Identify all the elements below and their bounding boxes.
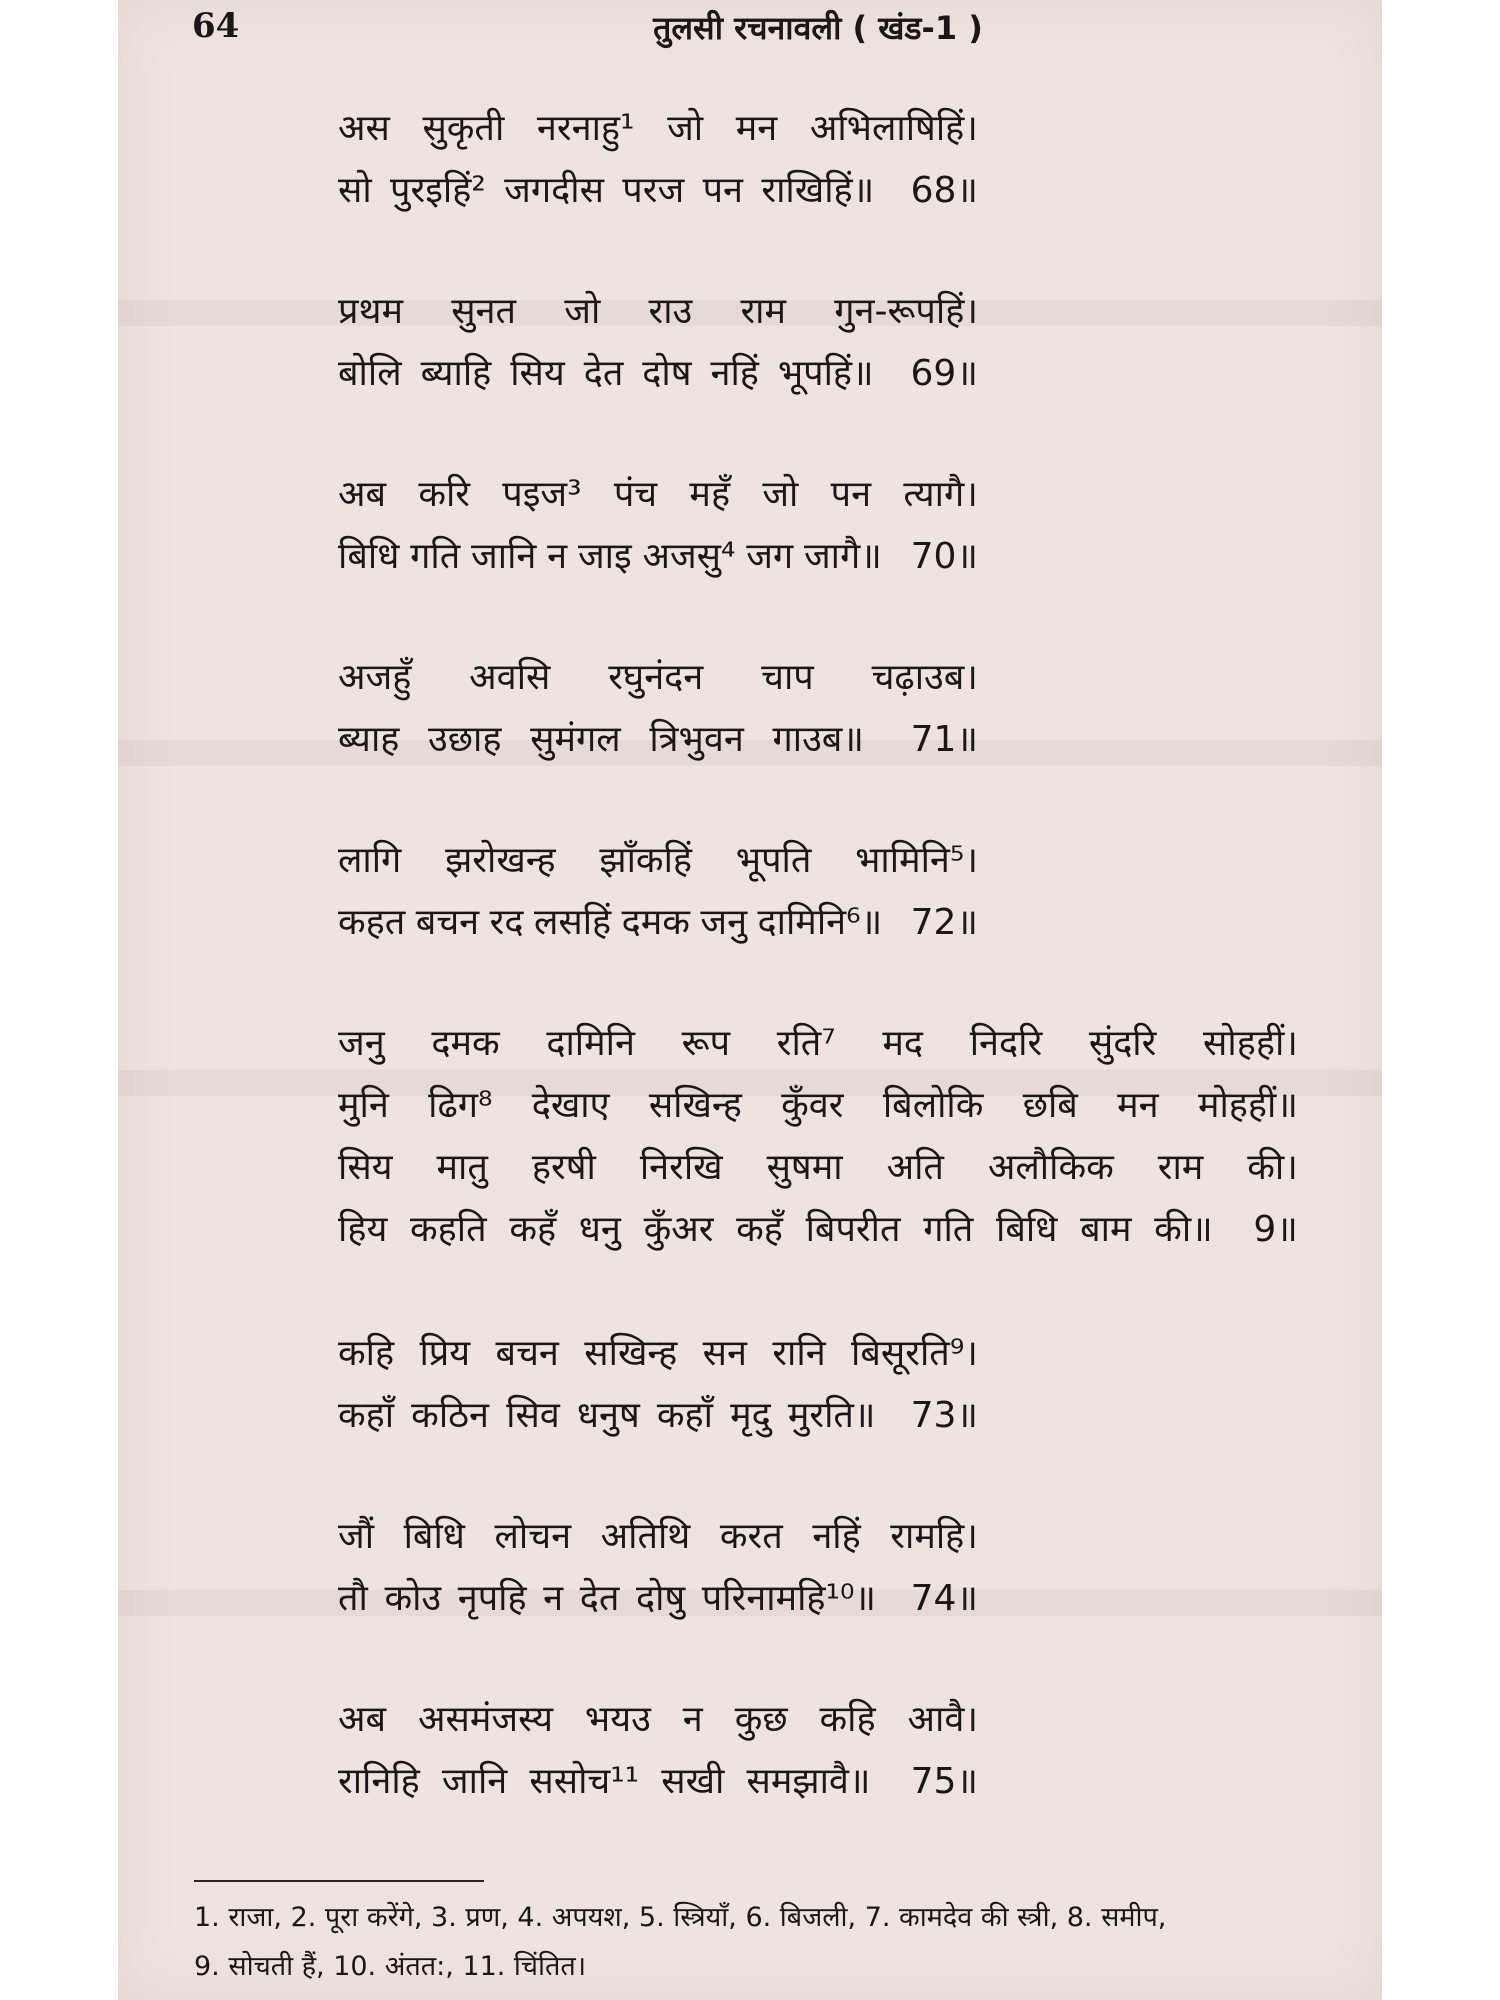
verse-word: बचन xyxy=(415,902,480,943)
verse-word: मातु xyxy=(436,1147,488,1188)
verse-line xyxy=(338,160,978,222)
verse-word: कहँ xyxy=(736,1209,783,1250)
verse-word: पन xyxy=(830,474,872,515)
verse-word: पन xyxy=(702,170,743,211)
verse-word: गुन-रूपहिं। xyxy=(834,291,978,332)
footnotes xyxy=(194,1893,1374,1991)
verse-word: आवै। xyxy=(907,1699,978,1740)
verse-word: बचन xyxy=(495,1333,559,1374)
verse-word: गति xyxy=(410,536,461,577)
verse-word: करत xyxy=(719,1516,783,1557)
verse-word: हरषी xyxy=(531,1147,596,1188)
verse-word: कहाँ xyxy=(656,1395,713,1436)
verse-line xyxy=(338,98,978,160)
verse-word: कहि xyxy=(819,1699,876,1740)
verse-number: 68॥ xyxy=(910,170,978,211)
verse-word: दोष xyxy=(642,353,692,394)
verse-word: दोषु xyxy=(635,1578,686,1619)
verse-word: रानि xyxy=(772,1333,826,1374)
verse-word: अब xyxy=(338,474,387,515)
verse-word: बिधि xyxy=(338,536,400,577)
verse-line xyxy=(338,1199,1298,1261)
verse-word: की। xyxy=(1247,1147,1298,1188)
verse-word: कहि xyxy=(338,1333,395,1374)
verse-word: मन xyxy=(1117,1085,1159,1126)
verse-word: जागै॥ xyxy=(803,536,882,577)
verse-number: 69॥ xyxy=(910,353,978,394)
stanza xyxy=(338,281,1338,405)
verse-word: झरोखन्ह xyxy=(445,840,556,881)
verse-word: बिधि xyxy=(403,1516,465,1557)
verse-line xyxy=(338,281,978,343)
verse-word: मुरति॥ xyxy=(787,1395,876,1436)
verse-word: कहँ xyxy=(509,1209,557,1250)
verse-word: सुकृती xyxy=(422,108,505,149)
verse-word: रघुनंदन xyxy=(608,657,704,698)
verse-word: असमंजस्य xyxy=(418,1699,553,1740)
verse-number: 9॥ xyxy=(1253,1209,1298,1250)
verse-word: ब्याह xyxy=(338,719,400,760)
verse-line xyxy=(338,1751,978,1813)
verse-word: कोउ xyxy=(384,1578,442,1619)
verse-word: मन xyxy=(735,108,778,149)
verse-word: नरनाहु¹ xyxy=(536,108,635,149)
verse-word: समझावै॥ xyxy=(746,1761,871,1802)
footnote-line: 1. राजा, 2. पूरा करेंगे, 3. प्रण, 4. अपयश, 5. स्त्रियाँ, 6. बिजली, 7. कामदेव की स्त्री, 8. समीप, xyxy=(194,1902,1167,1933)
verse-word: मृदु xyxy=(730,1395,771,1436)
verse-word: तौ xyxy=(338,1578,368,1619)
verse-word: राम xyxy=(740,291,787,332)
verse-word: अति xyxy=(886,1147,944,1188)
verse-word: जनु xyxy=(338,1023,385,1064)
chhand-stanza xyxy=(338,1013,1338,1261)
verse-word: गति xyxy=(923,1209,974,1250)
verse-number: 72॥ xyxy=(910,902,978,943)
verse-word: मद xyxy=(882,1023,924,1064)
verse-word: दमक xyxy=(431,1023,500,1064)
verse-word: न xyxy=(543,1578,564,1619)
verse-word: न xyxy=(547,536,568,577)
verse-word: धनुष xyxy=(576,1395,640,1436)
verse-word: अब xyxy=(338,1699,387,1740)
verse-word: रद xyxy=(489,902,524,943)
verse-word: त्यागै। xyxy=(903,474,978,515)
verse-word: सखिन्ह xyxy=(584,1333,678,1374)
verse-word: कहाँ xyxy=(338,1395,395,1436)
verse-word: कहत xyxy=(338,902,406,943)
verse-word: कुँवर xyxy=(781,1085,844,1126)
verse-line xyxy=(338,464,978,526)
verse-word: रानिहि xyxy=(338,1761,420,1802)
verse-word: जग xyxy=(746,536,794,577)
verse-word: सिव xyxy=(506,1395,560,1436)
verse-word: अतिथि xyxy=(600,1516,691,1557)
verse-word: नहिं xyxy=(710,353,759,394)
verse-line xyxy=(338,830,978,892)
verse-number: 74॥ xyxy=(910,1578,978,1619)
verse-word: सोहहीं। xyxy=(1203,1023,1298,1064)
verse-line xyxy=(338,1689,978,1751)
verse-line xyxy=(338,526,978,588)
verse-word: सखिन्ह xyxy=(648,1085,742,1126)
verse-word: चढ़ाउब। xyxy=(871,657,978,698)
verse-word: निरखि xyxy=(639,1147,723,1188)
verse-word: बोलि xyxy=(338,353,402,394)
verse-word: कठिन xyxy=(411,1395,490,1436)
verse-word: जगदीस xyxy=(504,170,604,211)
verse-line xyxy=(338,343,978,405)
verse-word: सुषमा xyxy=(766,1147,843,1188)
stanza xyxy=(338,98,1338,222)
verse-word: नृपहि xyxy=(457,1578,527,1619)
verse-word: दमक xyxy=(621,902,690,943)
verse-word: जो xyxy=(667,108,704,149)
verse-word: सिय xyxy=(338,1147,393,1188)
verse-line xyxy=(338,1323,978,1385)
verse-word: दामिनि xyxy=(546,1023,635,1064)
verse-word: परज xyxy=(622,170,685,211)
verse-word: राउ xyxy=(648,291,693,332)
verse-word: जानि xyxy=(441,1761,508,1802)
verse-word: सुमंगल xyxy=(530,719,621,760)
verse-number: 70॥ xyxy=(910,536,978,577)
verse-number: 71॥ xyxy=(910,719,978,760)
verse-word: जो xyxy=(564,291,601,332)
verse-word: सुनत xyxy=(451,291,517,332)
verse-word: भूपति xyxy=(735,840,812,881)
verse-word: भूपहिं॥ xyxy=(777,353,874,394)
poem-body xyxy=(338,98,1338,1872)
verse-word: सखी xyxy=(661,1761,725,1802)
verse-word: मोहहीं॥ xyxy=(1197,1085,1298,1126)
verse-line xyxy=(338,892,978,954)
page-header xyxy=(118,0,1382,60)
verse-line xyxy=(338,1013,1298,1075)
verse-word: अस xyxy=(338,108,390,149)
verse-number: 75॥ xyxy=(910,1761,978,1802)
verse-line xyxy=(338,1385,978,1447)
verse-word: हिय xyxy=(338,1209,388,1250)
verse-word: परिनामहि¹⁰॥ xyxy=(701,1578,876,1619)
stanza xyxy=(338,464,1338,588)
verse-word: बिपरीत xyxy=(805,1209,901,1250)
verse-word: रामहि। xyxy=(890,1516,978,1557)
running-title: तुलसी रचनावली ( खंड-1 ) xyxy=(653,9,983,47)
verse-word: भयउ xyxy=(584,1699,651,1740)
verse-word: रूप xyxy=(681,1023,731,1064)
verse-word: त्रिभुवन xyxy=(649,719,744,760)
verse-word: जाइ xyxy=(577,536,632,577)
verse-number: 73॥ xyxy=(910,1395,978,1436)
verse-word: ढिग⁸ xyxy=(428,1085,493,1126)
verse-word: सुंदरि xyxy=(1088,1023,1157,1064)
verse-word: पइज³ xyxy=(502,474,582,515)
verse-line xyxy=(338,647,978,709)
verse-word: प्रथम xyxy=(338,291,404,332)
verse-word: बाम xyxy=(1080,1209,1132,1250)
verse-word: भामिनि⁵। xyxy=(855,840,978,881)
verse-word: अजहुँ xyxy=(338,657,412,698)
verse-word: बिलोकि xyxy=(882,1085,984,1126)
verse-word: छबि xyxy=(1022,1085,1078,1126)
stanza xyxy=(338,647,1338,771)
footnote-rule xyxy=(194,1880,484,1882)
verse-line xyxy=(338,1137,1298,1199)
verse-line xyxy=(338,1568,978,1630)
verse-word: पुरइहिं² xyxy=(390,170,486,211)
verse-word: झाँकहिं xyxy=(599,840,693,881)
verse-word: कहति xyxy=(410,1209,487,1250)
verse-word: अजसु⁴ xyxy=(642,536,736,577)
verse-word: मुनि xyxy=(338,1085,389,1126)
stanza xyxy=(338,1323,1338,1447)
verse-word: निदरि xyxy=(969,1023,1043,1064)
verse-word: बिधि xyxy=(996,1209,1058,1250)
verse-word: नहिं xyxy=(812,1516,861,1557)
verse-word: धनु xyxy=(578,1209,621,1250)
stanza xyxy=(338,1689,1338,1813)
verse-word: न xyxy=(682,1699,703,1740)
verse-word: अभिलाषिहिं। xyxy=(809,108,978,149)
verse-word: देत xyxy=(579,1578,620,1619)
verse-line xyxy=(338,1506,978,1568)
verse-word: अवसि xyxy=(469,657,551,698)
page-number: 64 xyxy=(192,6,240,46)
book-page xyxy=(118,0,1382,2000)
verse-line xyxy=(338,1075,1298,1137)
verse-word: सन xyxy=(702,1333,747,1374)
verse-word: लागि xyxy=(338,840,402,881)
verse-word: राम xyxy=(1157,1147,1204,1188)
footnote-line: 9. सोचती हैं, 10. अंतत:, 11. चिंतित। xyxy=(194,1951,587,1982)
verse-word: सो xyxy=(338,170,372,211)
verse-word: देत xyxy=(583,353,624,394)
verse-word: जानि xyxy=(471,536,537,577)
verse-word: महँ xyxy=(689,474,731,515)
stanza xyxy=(338,830,1338,954)
verse-word: देखाए xyxy=(531,1085,610,1126)
verse-word: सिय xyxy=(510,353,565,394)
verse-word: राखिहिं॥ xyxy=(761,170,875,211)
verse-word: ब्याहि xyxy=(420,353,492,394)
verse-word: जनु xyxy=(700,902,748,943)
verse-word: की॥ xyxy=(1154,1209,1213,1250)
verse-word: गाउब॥ xyxy=(772,719,864,760)
verse-word: चाप xyxy=(761,657,814,698)
verse-word: जो xyxy=(762,474,799,515)
verse-word: प्रिय xyxy=(419,1333,471,1374)
verse-word: लसहिं xyxy=(533,902,612,943)
verse-word: लोचन xyxy=(494,1516,572,1557)
verse-word: पंच xyxy=(613,474,658,515)
verse-word: दामिनि⁶॥ xyxy=(757,902,883,943)
verse-line xyxy=(338,709,978,771)
verse-word: जौं xyxy=(338,1516,375,1557)
verse-word: बिसूरति⁹। xyxy=(851,1333,978,1374)
verse-word: कुछ xyxy=(734,1699,788,1740)
verse-word: कुँअर xyxy=(643,1209,714,1250)
verse-word: उछाह xyxy=(428,719,502,760)
verse-word: करि xyxy=(418,474,471,515)
verse-word: अलौकिक xyxy=(987,1147,1114,1188)
verse-word: रति⁷ xyxy=(776,1023,836,1064)
verse-word: ससोच¹¹ xyxy=(529,1761,640,1802)
stanza xyxy=(338,1506,1338,1630)
